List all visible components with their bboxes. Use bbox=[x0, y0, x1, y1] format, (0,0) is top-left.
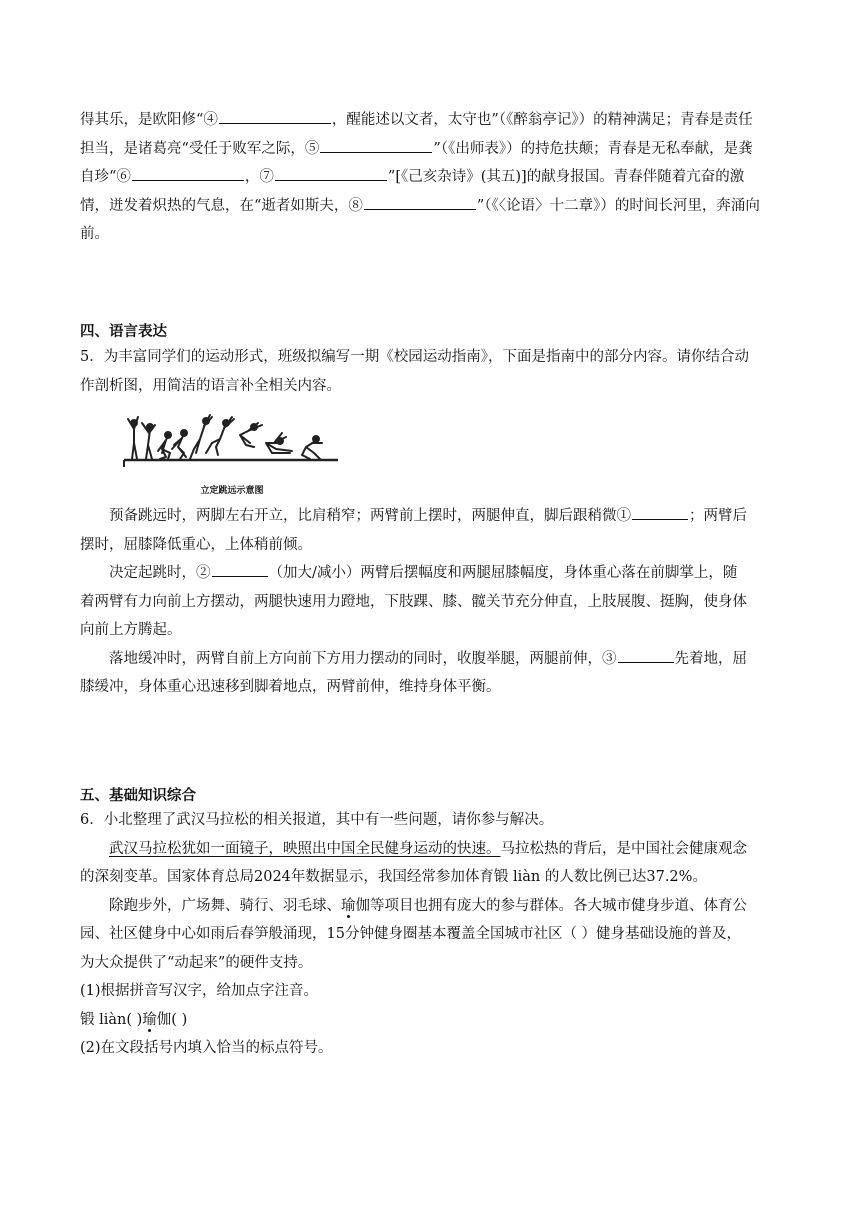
text: ”（《〈论语〉十二章》）的时间长河里，奔涌向 bbox=[476, 197, 760, 214]
q4-line-1 bbox=[80, 106, 780, 135]
q5-paragraph-2 bbox=[80, 559, 780, 588]
q5-stem bbox=[80, 343, 780, 400]
q6-text-line-1 bbox=[80, 835, 780, 864]
q5-paragraph-1 bbox=[80, 502, 780, 531]
q4-passage bbox=[80, 106, 780, 249]
q6-text-line-2: 的深刻变革。国家体育总局2024年数据显示，我国经常参加体育锻 liàn 的人数比例已达37.2%。 bbox=[80, 869, 707, 885]
q6-sub-1: (1)根据拼音写汉字，给加点字注音。 bbox=[80, 983, 319, 999]
q5-paragraph-3 bbox=[80, 645, 780, 674]
q5-passage bbox=[80, 502, 780, 702]
dotted-character: 瑜 bbox=[341, 897, 356, 914]
q4-line-3 bbox=[80, 163, 780, 192]
answer-blank-6[interactable] bbox=[132, 166, 244, 181]
q5-paragraph-3-cont: 膝缓冲，身体重心迅速移到脚着地点，两臂前伸，维持身体平衡。 bbox=[80, 679, 501, 695]
text: 自珍“⑥ bbox=[80, 169, 131, 185]
text: ；两臂后 bbox=[689, 508, 747, 524]
dotted-character: 瑜 bbox=[142, 1011, 157, 1028]
text: （加大/减小）两臂后摆幅度和两腿屈膝幅度，身体重心落在前脚掌上，随 bbox=[268, 565, 738, 581]
answer-slot[interactable]: 伽( ) bbox=[156, 1011, 188, 1028]
standing-long-jump-figure bbox=[122, 413, 342, 499]
answer-blank-q5-1[interactable] bbox=[632, 505, 688, 520]
answer-blank-7[interactable] bbox=[275, 166, 387, 181]
q5-stem-line-1: 5．为丰富同学们的运动形式，班级拟编写一期《校园运动指南》，下面是指南中的部分内容。请你结合动 bbox=[80, 349, 749, 365]
q5-paragraph-1-cont: 摆时，屈膝降低重心，上体稍前倾。 bbox=[80, 536, 312, 553]
q6-sub-1-answer bbox=[80, 1006, 780, 1035]
jump-sequence-illustration bbox=[122, 413, 342, 499]
q5-paragraph-2-cont-1: 着两臂有力向前上方摆动，两腿快速用力蹬地，下肢踝、膝、髋关节充分伸直，上肢展腹、挺胸，使身体 bbox=[80, 593, 747, 610]
text: 先着地，屈 bbox=[674, 650, 747, 667]
section-5-heading: 五、基础知识综合 bbox=[80, 788, 196, 804]
text: 伽等项目也拥有庞大的参与群体。各大城市健身步道、体育公 bbox=[355, 897, 747, 914]
q4-line-5: 前。 bbox=[80, 226, 109, 242]
text: 情，迸发着炽热的气息，在“逝者如斯夫，⑧ bbox=[80, 197, 363, 214]
text: 决定起跳时，② bbox=[109, 565, 211, 581]
q4-line-4 bbox=[80, 192, 780, 221]
text: ”[《己亥杂诗》(其五)]的献身报国。青春伴随着亢奋的激 bbox=[387, 169, 745, 185]
text: ，醒能述以文者，太守也”（《醉翁亭记》）的精神满足；青春是责任 bbox=[331, 112, 753, 128]
q5-paragraph-2-cont-2: 向前上方腾起。 bbox=[80, 622, 182, 638]
q6-content bbox=[80, 806, 780, 1063]
section-4-heading: 四、语言表达 bbox=[80, 324, 167, 340]
text: 马拉松热的背后，是中国社会健康观念 bbox=[500, 840, 747, 857]
text: ，⑦ bbox=[244, 169, 274, 185]
answer-blank-8[interactable] bbox=[364, 195, 476, 210]
figure-caption: 立定跳远示意图 bbox=[200, 486, 264, 496]
answer-blank-q5-3[interactable] bbox=[618, 648, 674, 663]
text: 得其乐，是欧阳修“④ bbox=[80, 112, 218, 128]
text: 除跑步外，广场舞、骑行、羽毛球、 bbox=[109, 897, 341, 914]
q6-text-line-3 bbox=[80, 892, 780, 921]
underlined-sentence: 武汉马拉松犹如一面镜子，映照出中国全民健身运动的快速。 bbox=[109, 840, 501, 857]
answer-blank-4[interactable] bbox=[219, 109, 331, 124]
q6-sub-2: (2)在文段括号内填入恰当的标点符号。 bbox=[80, 1040, 333, 1056]
q6-stem: 6．小北整理了武汉马拉松的相关报道，其中有一些问题，请你参与解决。 bbox=[80, 812, 554, 828]
text: 担当，是诸葛亮“受任于败军之际，⑤ bbox=[80, 140, 320, 157]
text: ”（《出师表》）的持危扶颠；青春是无私奉献，是龚 bbox=[433, 140, 753, 157]
answer-blank-5[interactable] bbox=[320, 138, 432, 153]
text: 预备跳远时，两脚左右开立，比肩稍窄；两臂前上摆时，两腿伸直，脚后跟稍微① bbox=[109, 508, 631, 524]
answer-slot[interactable]: 锻 liàn( ) bbox=[80, 1011, 143, 1028]
q4-line-2 bbox=[80, 135, 780, 164]
q6-text-line-5: 为大众提供了“动起来”的硬件支持。 bbox=[80, 954, 313, 971]
text: 落地缓冲时，两臂自前上方向前下方用力摆动的同时，收腹举腿，两腿前伸，③ bbox=[109, 650, 617, 667]
answer-blank-q5-2[interactable] bbox=[212, 562, 268, 577]
q6-text-line-4: 园、社区健身中心如雨后春笋般涌现，15分钟健身圈基本覆盖全国城市社区（ ）健身基础设施的普及， bbox=[80, 926, 742, 942]
q5-stem-line-2: 作剖析图，用简洁的语言补全相关内容。 bbox=[80, 377, 341, 394]
